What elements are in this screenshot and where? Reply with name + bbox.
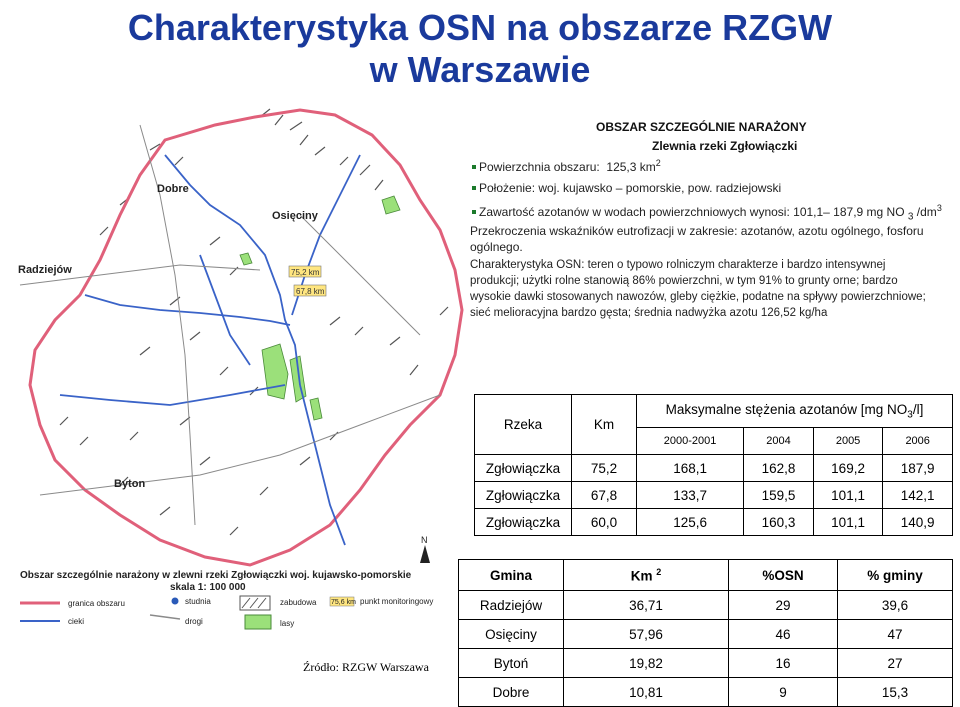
page-title-line2: w Warszawie: [369, 49, 591, 90]
table-row: Bytoń 19,82 16 27: [459, 649, 953, 678]
svg-text:punkt monitoringowy: punkt monitoringowy: [360, 597, 434, 606]
th-km2: Km $^2$: [564, 560, 729, 591]
place-osieciny: Osięciny: [272, 210, 318, 222]
area-line: Powierzchnia obszaru: 125,3 $km^2$: [472, 158, 661, 174]
table-row: Osięciny 57,96 46 47: [459, 620, 953, 649]
info-header2: Zlewnia rzeki Zgłowiączki: [652, 139, 798, 153]
osn-map: [0, 95, 465, 703]
svg-text:drogi: drogi: [185, 617, 203, 626]
gmina-table: [458, 559, 953, 707]
svg-text:granica obszaru: granica obszaru: [68, 599, 125, 608]
nitrate-table: [474, 394, 953, 536]
svg-text:N: N: [421, 535, 428, 545]
station-label-67: 67,8 km: [296, 287, 325, 296]
legend-title: Obszar szczególnie narażony w zlewni rzeki Zgłowiączki woj. kujawsko-pomorskie: [20, 570, 412, 581]
th-gminy: % gminy: [838, 560, 953, 591]
eutro-line1: Przekroczenia wskaźników eutrofizacji w zakresie: azotanów, azotu ogólnego, fosforu: [470, 224, 924, 238]
table-row: Zgłowiączka 67,8 133,7 159,5 101,1 142,1: [475, 482, 953, 509]
table-row: Zgłowiączka 60,0 125,6 160,3 101,1 140,9: [475, 509, 953, 536]
th-year: 2006: [883, 428, 953, 455]
eutro-line2: ogólnego.: [470, 240, 523, 254]
place-byton: Byton: [114, 478, 146, 490]
th-river: Rzeka: [475, 395, 572, 455]
svg-text:studnia: studnia: [185, 597, 211, 606]
info-header1: OBSZAR SZCZEGÓLNIE NARAŻONY: [596, 120, 807, 134]
station-label-75: 75,2 km: [291, 268, 320, 277]
th-km: Km: [572, 395, 637, 455]
char-line1: Charakterystyka OSN: teren o typowo rolniczym charakterze i bardzo intensywnej: [470, 259, 886, 271]
legend-scale: skala 1: 100 000: [170, 582, 246, 593]
svg-text:lasy: lasy: [280, 619, 295, 628]
th-gmina: Gmina: [459, 560, 564, 591]
th-year: 2000-2001: [637, 428, 744, 455]
table-row: Zgłowiączka 75,2 168,1 162,8 169,2 187,9: [475, 455, 953, 482]
location-line: Położenie: woj. kujawsko – pomorskie, pow. radziejowski: [472, 181, 781, 195]
place-radziejow: Radziejów: [18, 264, 72, 276]
place-dobre: Dobre: [157, 183, 189, 195]
char-line2: produkcji; użytki rolne stanowią 86% powierzchni, w tym 91% to grunty orne; bardzo: [470, 275, 898, 287]
svg-text:cieki: cieki: [68, 617, 85, 626]
th-year: 2005: [813, 428, 883, 455]
table-row: Dobre 10,81 9 15,3: [459, 678, 953, 707]
page-title-line1: Charakterystyka OSN na obszarze RZGW: [127, 7, 833, 48]
char-line4: sieć melioracyjna bardzo gęsta; średnia nadwyżka azotu 126,52 kg/ha: [470, 307, 828, 319]
svg-text:75,6 km: 75,6 km: [331, 599, 356, 606]
char-line3: wysokie dawki stosowanych nawozów, gleby ciężkie, podatne na spływy powierzchniowe;: [470, 291, 926, 303]
svg-text:zabudowa: zabudowa: [280, 598, 317, 607]
th-osn: %OSN: [729, 560, 838, 591]
table-row: Radziejów 36,71 29 39,6: [459, 591, 953, 620]
th-year: 2004: [744, 428, 814, 455]
nitrate-line: Zawartość azotanów w wodach powierzchniowych wynosi: 101,1– 187,9 mg NO $_3$ $/dm^3$: [472, 203, 942, 222]
th-max: Maksymalne stężenia azotanów [mg $NO_3/l$]: [637, 395, 953, 428]
source-note: Źródło: RZGW Warszawa: [303, 660, 429, 674]
